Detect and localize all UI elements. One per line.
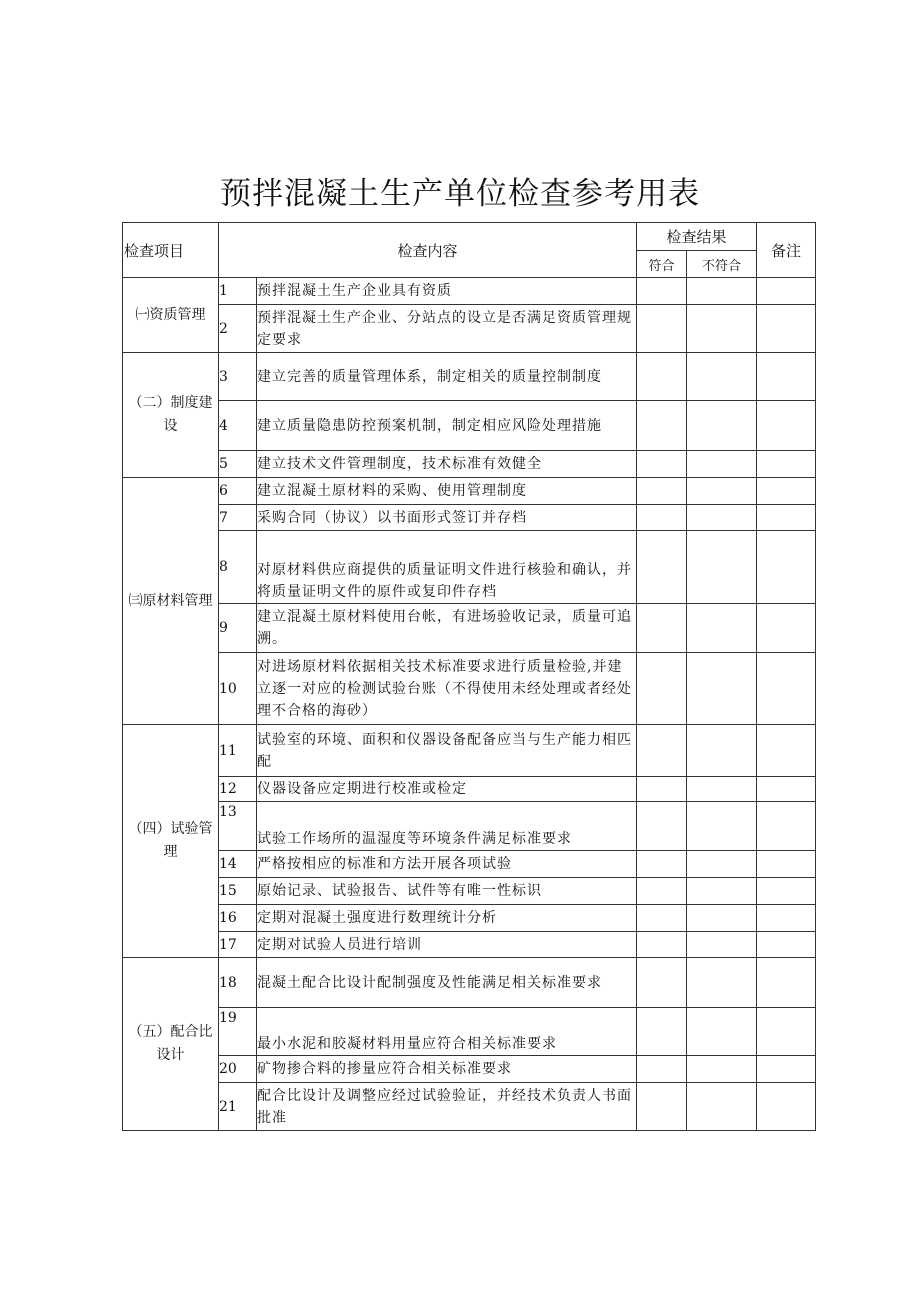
remarks-cell[interactable] [757,604,816,653]
pass-cell[interactable] [637,604,687,653]
fail-cell[interactable] [687,1083,757,1131]
row-number: 11 [219,725,257,777]
table-row [123,305,816,353]
row-content: 建立技术文件管理制度，技术标准有效健全 [257,451,637,478]
row-content: 建立混凝土原材料的采购、使用管理制度 [257,478,637,505]
table-row [123,278,816,305]
table-row [123,505,816,531]
table-row [123,1008,816,1056]
fail-cell[interactable] [687,932,757,958]
row-number: 10 [219,653,257,725]
pass-cell[interactable] [637,802,687,851]
pass-cell[interactable] [637,958,687,1008]
pass-cell[interactable] [637,1008,687,1056]
header-pass: 符合 [637,251,687,278]
fail-cell[interactable] [687,451,757,478]
fail-cell[interactable] [687,505,757,531]
row-number: 16 [219,905,257,932]
page-title: 预拌混凝土生产单位检查参考用表 [220,176,700,212]
pass-cell[interactable] [637,505,687,531]
row-content: 原始记录、试验报告、试件等有唯一性标识 [257,878,637,905]
row-number: 6 [219,478,257,505]
row-content: 预拌混凝土生产企业、分站点的设立是否满足资质管理规定要求 [257,305,637,353]
row-content: 建立完善的质量管理体系，制定相关的质量控制制度 [257,353,637,401]
pass-cell[interactable] [637,1083,687,1131]
fail-cell[interactable] [687,1056,757,1083]
fail-cell[interactable] [687,531,757,604]
row-content: 严格按相应的标准和方法开展各项试验 [257,851,637,878]
fail-cell[interactable] [687,851,757,878]
row-number: 3 [219,353,257,401]
table-row [123,777,816,802]
remarks-cell[interactable] [757,353,816,401]
row-number: 7 [219,505,257,531]
inspection-table [122,222,816,1131]
row-content: 定期对试验人员进行培训 [257,932,637,958]
fail-cell[interactable] [687,604,757,653]
row-number: 21 [219,1083,257,1131]
pass-cell[interactable] [637,878,687,905]
pass-cell[interactable] [637,777,687,802]
table-row [123,478,816,505]
row-content: 配合比设计及调整应经过试验验证，并经技术负责人书面批准 [257,1083,637,1131]
table-row [123,958,816,1008]
row-number: 9 [219,604,257,653]
remarks-cell[interactable] [757,278,816,305]
category-cell: ㈢原材料管理 [123,478,219,725]
row-number: 13 [219,802,257,851]
pass-cell[interactable] [637,451,687,478]
remarks-cell[interactable] [757,851,816,878]
table-row [123,905,816,932]
row-number: 8 [219,531,257,604]
remarks-cell[interactable] [757,878,816,905]
pass-cell[interactable] [637,353,687,401]
fail-cell[interactable] [687,278,757,305]
table-row [123,353,816,401]
row-number: 5 [219,451,257,478]
row-content: 建立质量隐患防控预案机制，制定相应风险处理措施 [257,401,637,451]
header-remarks: 备注 [757,223,816,278]
row-number: 18 [219,958,257,1008]
pass-cell[interactable] [637,478,687,505]
fail-cell[interactable] [687,725,757,777]
row-number: 17 [219,932,257,958]
pass-cell[interactable] [637,278,687,305]
header-content: 检查内容 [219,223,637,278]
table-row [123,1056,816,1083]
remarks-cell[interactable] [757,1083,816,1131]
header-fail: 不符合 [687,251,757,278]
row-number: 1 [219,278,257,305]
row-number: 12 [219,777,257,802]
remarks-cell[interactable] [757,1056,816,1083]
remarks-cell[interactable] [757,451,816,478]
pass-cell[interactable] [637,851,687,878]
row-number: 2 [219,305,257,353]
row-content: 对进场原材料依据相关技术标准要求进行质量检验,并建立逐一对应的检测试验台账（不得使用未经处理或者经处理不合格的海砂） [257,653,637,725]
row-content: 试验室的环境、面积和仪器设备配备应当与生产能力相匹配 [257,725,637,777]
row-content: 预拌混凝土生产企业具有资质 [257,278,637,305]
category-cell: （二）制度建设 [123,353,219,478]
pass-cell[interactable] [637,531,687,604]
fail-cell[interactable] [687,401,757,451]
row-content: 定期对混凝土强度进行数理统计分析 [257,905,637,932]
row-content: 矿物掺合料的掺量应符合相关标准要求 [257,1056,637,1083]
row-number: 20 [219,1056,257,1083]
remarks-cell[interactable] [757,905,816,932]
row-content: 最小水泥和胶凝材料用量应符合相关标准要求 [257,1008,637,1056]
header-result: 检查结果 [637,223,757,251]
pass-cell[interactable] [637,401,687,451]
category-cell: （四）试验管理 [123,725,219,958]
table-row [123,401,816,451]
table-row [123,802,816,851]
remarks-cell[interactable] [757,777,816,802]
table-row [123,878,816,905]
row-content: 建立混凝土原材料使用台帐，有进场验收记录，质量可追溯。 [257,604,637,653]
fail-cell[interactable] [687,653,757,725]
remarks-cell[interactable] [757,725,816,777]
fail-cell[interactable] [687,802,757,851]
row-content: 试验工作场所的温湿度等环境条件满足标准要求 [257,802,637,851]
table-row [123,725,816,777]
fail-cell[interactable] [687,478,757,505]
row-content: 仪器设备应定期进行校准或检定 [257,777,637,802]
fail-cell[interactable] [687,353,757,401]
pass-cell[interactable] [637,653,687,725]
fail-cell[interactable] [687,1008,757,1056]
remarks-cell[interactable] [757,1008,816,1056]
remarks-cell[interactable] [757,932,816,958]
row-content: 采购合同（协议）以书面形式签订并存档 [257,505,637,531]
remarks-cell[interactable] [757,653,816,725]
remarks-cell[interactable] [757,531,816,604]
fail-cell[interactable] [687,905,757,932]
pass-cell[interactable] [637,1056,687,1083]
table-row [123,531,816,604]
table-row [123,653,816,725]
remarks-cell[interactable] [757,505,816,531]
header-item: 检查项目 [123,223,219,278]
category-cell: ㈠资质管理 [123,278,219,353]
remarks-cell[interactable] [757,478,816,505]
row-content: 对原材料供应商提供的质量证明文件进行核验和确认，并将质量证明文件的原件或复印件存档 [257,531,637,604]
table-row [123,1083,816,1131]
table-row [123,604,816,653]
fail-cell[interactable] [687,958,757,1008]
header-row [123,223,816,251]
row-number: 14 [219,851,257,878]
table-row [123,932,816,958]
table-row [123,851,816,878]
remarks-cell[interactable] [757,401,816,451]
remarks-cell[interactable] [757,958,816,1008]
remarks-cell[interactable] [757,802,816,851]
remarks-cell[interactable] [757,305,816,353]
row-number: 4 [219,401,257,451]
category-cell: （五）配合比设计 [123,958,219,1131]
pass-cell[interactable] [637,725,687,777]
pass-cell[interactable] [637,305,687,353]
pass-cell[interactable] [637,905,687,932]
row-number: 19 [219,1008,257,1056]
fail-cell[interactable] [687,878,757,905]
fail-cell[interactable] [687,305,757,353]
pass-cell[interactable] [637,932,687,958]
row-content: 混凝土配合比设计配制强度及性能满足相关标准要求 [257,958,637,1008]
table-row [123,451,816,478]
row-number: 15 [219,878,257,905]
fail-cell[interactable] [687,777,757,802]
